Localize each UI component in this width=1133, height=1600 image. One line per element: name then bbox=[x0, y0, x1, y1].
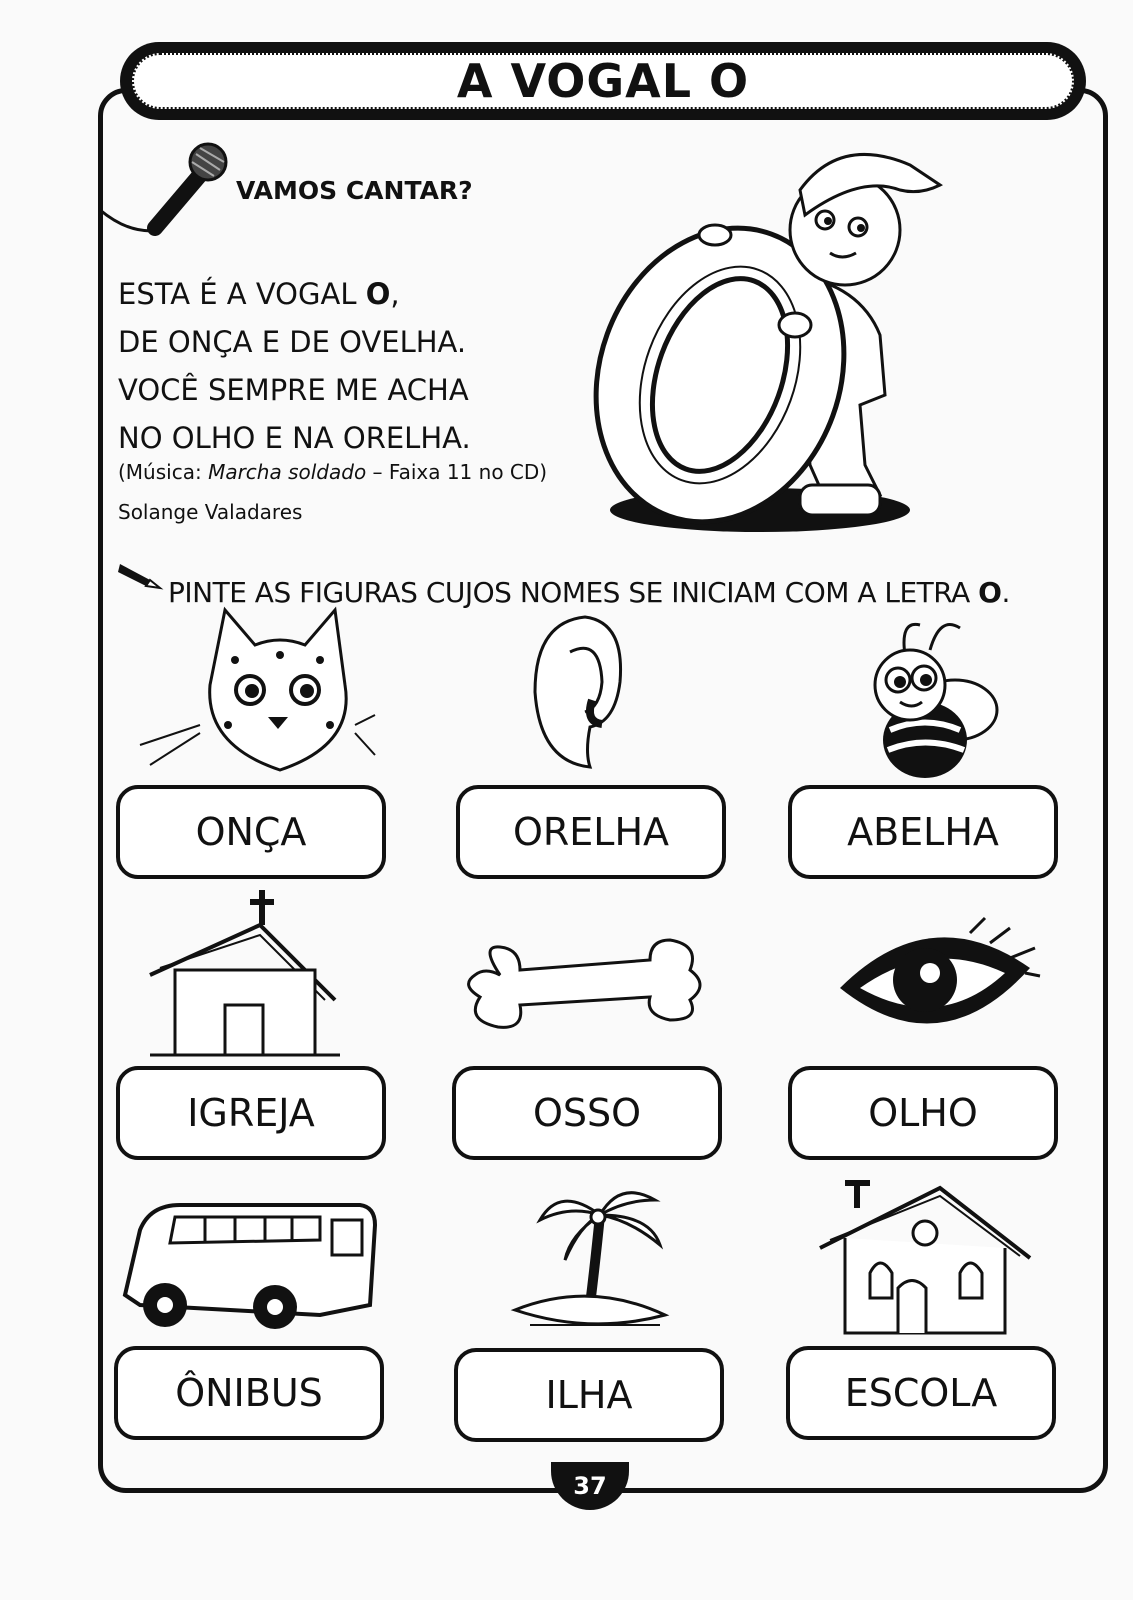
jaguar-icon bbox=[140, 605, 375, 780]
sing-header: VAMOS CANTAR? bbox=[236, 176, 473, 205]
poem-line-1: ESTA É A VOGAL O, bbox=[118, 277, 400, 311]
microphone-icon bbox=[100, 140, 230, 240]
word-box-olho[interactable]: OLHO bbox=[788, 1066, 1058, 1160]
poem bbox=[118, 270, 471, 462]
word-box-onca[interactable]: ONÇA bbox=[116, 785, 386, 879]
instruction-text: PINTE AS FIGURAS CUJOS NOMES SE INICIAM COM A LETRA O. bbox=[168, 576, 1010, 609]
island-icon bbox=[510, 1185, 670, 1340]
word-box-orelha[interactable]: ORELHA bbox=[456, 785, 726, 879]
pencil-icon bbox=[116, 556, 164, 592]
page-number: 37 bbox=[551, 1462, 629, 1510]
school-icon bbox=[820, 1178, 1030, 1338]
bee-icon bbox=[860, 610, 1005, 780]
ear-icon bbox=[530, 612, 630, 772]
word-box-igreja[interactable]: IGREJA bbox=[116, 1066, 386, 1160]
word-box-onibus[interactable]: ÔNIBUS bbox=[114, 1346, 384, 1440]
music-credit: (Música: Marcha soldado – Faixa 11 no CD) bbox=[118, 460, 548, 484]
bone-icon bbox=[460, 935, 710, 1035]
author-credit: Solange Valadares bbox=[118, 500, 303, 524]
church-icon bbox=[150, 890, 340, 1060]
word-box-osso[interactable]: OSSO bbox=[452, 1066, 722, 1160]
title-banner bbox=[120, 42, 1086, 120]
poem-line-2: DE ONÇA E DE OVELHA. bbox=[118, 325, 467, 359]
boy-with-letter-o-illustration bbox=[580, 135, 950, 555]
bus-icon bbox=[120, 1195, 380, 1335]
word-box-ilha[interactable]: ILHA bbox=[454, 1348, 724, 1442]
poem-line-4: NO OLHO E NA ORELHA. bbox=[118, 421, 471, 455]
word-box-escola[interactable]: ESCOLA bbox=[786, 1346, 1056, 1440]
page-title: A VOGAL O bbox=[456, 54, 750, 108]
word-box-abelha[interactable]: ABELHA bbox=[788, 785, 1058, 879]
eye-icon bbox=[830, 918, 1040, 1048]
poem-line-3: VOCÊ SEMPRE ME ACHA bbox=[118, 373, 469, 407]
